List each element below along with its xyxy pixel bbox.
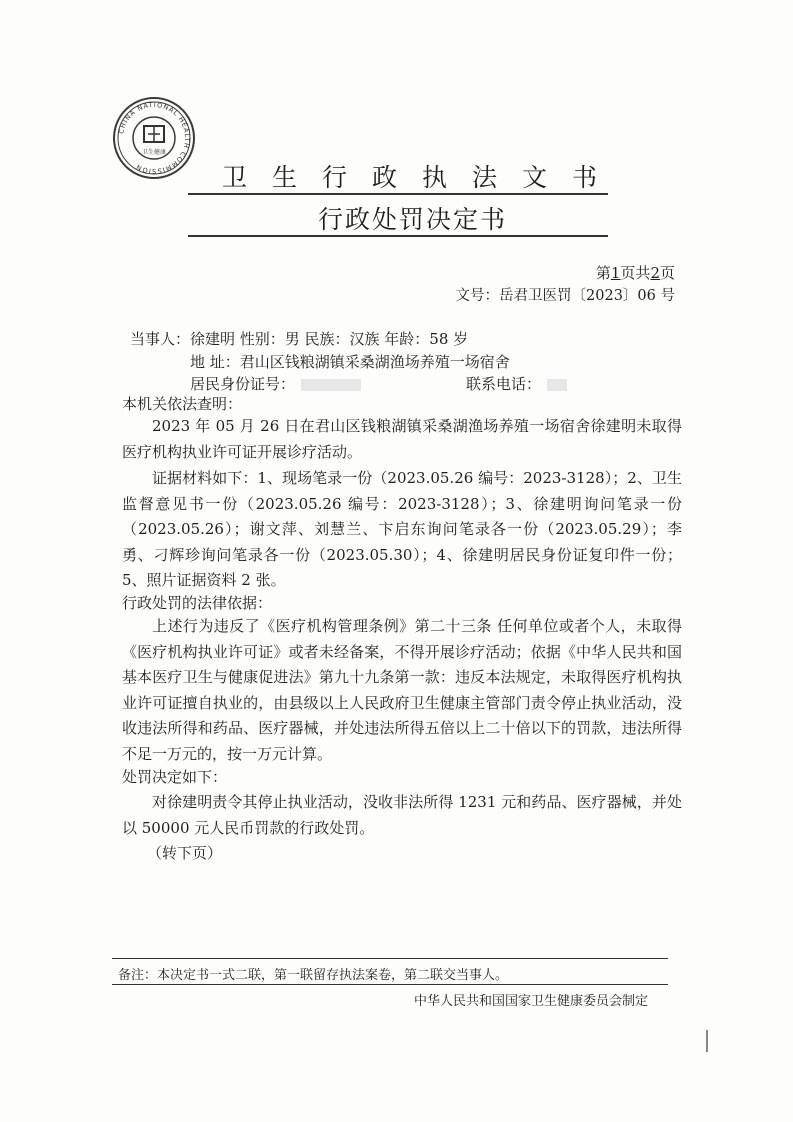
svg-text:CHINA NATIONAL HEALTH COMMISSI: CHINA NATIONAL HEALTH COMMISSION <box>117 100 192 176</box>
party-address: 地 址：君山区钱粮湖镇采桑湖渔场养殖一场宿舍 <box>190 353 510 371</box>
page-total: 2 <box>650 264 660 282</box>
continue-note: （转下页） <box>147 844 223 862</box>
decision-heading: 处罚决定如下： <box>122 768 228 786</box>
findings-paragraph: 2023 年 05 月 26 日在君山区钱粮湖镇采桑湖渔场养殖一场宿舍徐建明未取得医疗机构执业许可证开展诊疗活动。 <box>122 417 682 461</box>
document-number: 文号：岳君卫医罚〔2023〕06 号 <box>455 288 675 304</box>
party-info-line: 当事人：徐建明 性别：男 民族：汉族 年龄：58 岁 <box>130 330 469 348</box>
decision-paragraph: 对徐建明责令其停止执业活动，没收非法所得 1231 元和药品、医疗器械，并处以 50000 元人民币罚款的行政处罚。 <box>122 793 682 837</box>
title-rule-top <box>188 193 608 195</box>
party-id-number: 居民身份证号： <box>190 373 361 394</box>
scan-mark <box>706 1030 708 1052</box>
remark-rule-top <box>112 958 668 959</box>
document-title: 行政处罚决定书 <box>318 205 508 234</box>
legal-basis-heading: 行政处罚的法律依据： <box>122 594 273 612</box>
health-commission-emblem <box>112 96 196 180</box>
page-current: 1 <box>610 264 621 282</box>
redacted-id <box>301 379 361 391</box>
remark-rule-bottom <box>112 984 668 985</box>
svg-text:卫生健康: 卫生健康 <box>141 149 167 156</box>
issuing-authority-footer: 中华人民共和国国家卫生健康委员会制定 <box>413 994 648 1009</box>
title-rule-bottom <box>188 235 608 237</box>
evidence-paragraph: 证据材料如下：1、现场笔录一份（2023.05.26 编号：2023-3128）；2、卫生监督意见书一份（2023.05.26 编号：2023-3128）；3、徐建明询问笔录一份（2023.05.26）；谢文萍、刘慧兰、卞启东询问笔录各一份（2023.05.29）；李勇、刁辉珍询问笔录各一份（2023.05.30）；4、徐建明居民身份证复印件一份；5、照片证据资料 2 张。 <box>122 469 682 589</box>
remark: 备注：本决定书一式二联，第一联留存执法案卷，第二联交当事人。 <box>118 968 509 983</box>
document-series-title: 卫生行政执法文书 <box>222 163 623 192</box>
findings-heading: 本机关依法查明： <box>122 395 243 413</box>
legal-basis-paragraph: 上述行为违反了《医疗机构管理条例》第二十三条 任何单位或者个人，未取得《医疗机构执业许可证》或者未经备案，不得开展诊疗活动；依据《中华人民共和国基本医疗卫生与健康促进法》第九十九条第一款：违反本法规定，未取得医疗机构执业许可证擅自执业的，由县级以上人民政府卫生健康主管部门责令停止执业活动，没收违法所得和药品、医疗器械，并处违法所得五倍以上二十倍以下的罚款，违法所得不足一万元的，按一万元计算。 <box>122 617 682 763</box>
page-indicator: 第1页共2页 <box>595 264 675 282</box>
party-phone: 联系电话： <box>466 373 567 394</box>
redacted-phone <box>547 379 567 391</box>
